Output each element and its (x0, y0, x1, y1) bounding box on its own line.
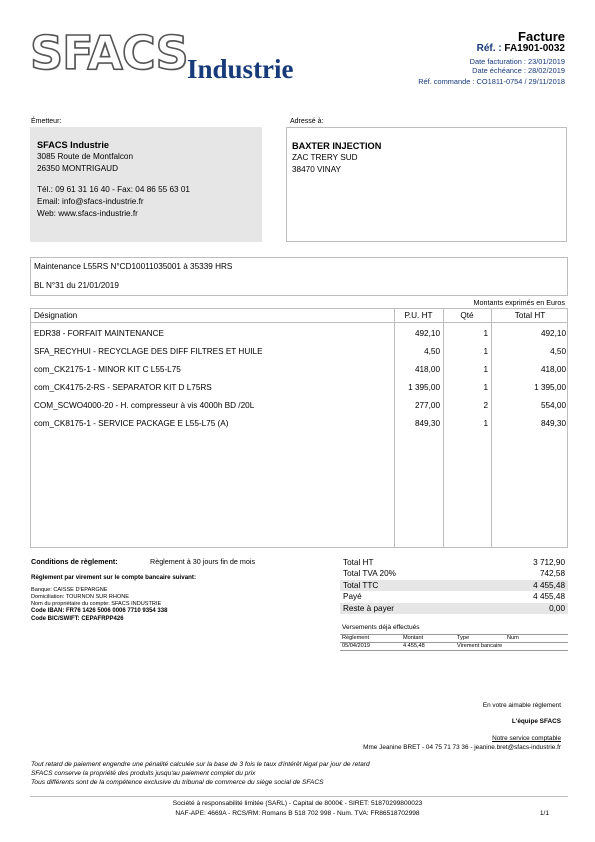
footer-rule (30, 796, 568, 797)
totals-label: Total HT (343, 558, 374, 567)
logo-sfacs: SFACS (30, 26, 188, 80)
bic: Code BIC/SWIFT: CEPAFRPP426 (31, 616, 124, 622)
row-total: 4,50 (550, 347, 566, 356)
footer-line2: NAF-APE: 4669A - RCS/RM: Romans B 518 702 998 - Num. TVA: FR86518702998 (175, 810, 420, 817)
versements-row-type: Virement bancaire (457, 643, 503, 649)
row-unit-price: 418,00 (414, 365, 440, 374)
emitter-email: Email: info@sfacs-industrie.fr (37, 197, 144, 206)
totals-value: 742,58 (539, 569, 565, 579)
footer-line1: Société à responsabilité limitée (SARL) - Capital de 8000€ - SIRET: 51870299800023 (172, 800, 423, 807)
date-facturation: Date facturation : 23/01/2019 (469, 57, 565, 66)
versements-header-num: Num (507, 635, 519, 641)
emitter-address1: 3085 Route de Montfalcon (37, 152, 134, 161)
emitter-name: SFACS Industrie (37, 140, 109, 150)
closing-contact: Mme Jeanine BRET - 04 75 71 73 36 - jeanine.bret@sfacs-industrie.fr (363, 744, 561, 751)
row-total: 492,10 (540, 329, 566, 338)
row-unit-price: 849,30 (414, 419, 440, 428)
legal-line2: SFACS conserve la propriété des produits jusqu'au paiement complet du prix (31, 770, 256, 777)
versements-header-type: Type (457, 635, 470, 641)
bank-domiciliation: Domiciliation: TOURNON SUR RHONE (31, 594, 130, 600)
document-title: Facture (518, 29, 565, 44)
ref-label: Réf. : (476, 43, 502, 54)
logo-industrie: Industrie (187, 54, 294, 84)
currency-note: Montants exprimés en Euros (473, 298, 565, 307)
items-table (30, 308, 568, 548)
row-unit-price: 4,50 (424, 347, 440, 356)
row-total: 554,00 (540, 401, 566, 410)
totals-value: 4 455,48 (533, 592, 565, 602)
closing-salutation: En votre aimable règlement (482, 702, 561, 709)
recipient-label: Adressé à: (290, 118, 324, 125)
row-quantity: 1 (483, 347, 488, 356)
totals-value: 3 712,90 (533, 558, 565, 567)
versements-header-reglement: Règlement (342, 635, 370, 641)
totals-row (340, 580, 568, 591)
invoice-reference (477, 44, 565, 54)
row-unit-price: 277,00 (414, 401, 440, 410)
header-pu: P.U. HT (404, 311, 433, 320)
row-quantity: 1 (483, 419, 488, 428)
emitter-address2: 26350 MONTRIGAUD (37, 164, 118, 173)
iban: Code IBAN: FR76 1426 5006 0006 7710 9354 338 (31, 608, 168, 614)
versements-title: Versements déjà effectués (342, 624, 420, 631)
date-echeance: Date échéance : 28/02/2019 (472, 66, 565, 75)
row-unit-price: 1 395,00 (408, 383, 440, 392)
header-total: Total HT (514, 311, 546, 320)
totals-label: Payé (343, 592, 362, 602)
row-designation: com_CK8175-1 - SERVICE PACKAGE E L55-L75 (A) (34, 419, 229, 428)
row-designation: com_CK2175-1 - MINOR KIT C L55-L75 (34, 365, 181, 374)
header-qty: Qté (460, 311, 474, 320)
row-total: 1 395,00 (534, 383, 566, 392)
row-quantity: 1 (483, 383, 488, 392)
totals-row (340, 557, 568, 568)
closing-service: Notre service comptable (492, 735, 561, 742)
ref-value: FA1901-0032 (504, 43, 565, 54)
page-number: 1/1 (539, 810, 549, 817)
bank-name: Banque: CAISSE D'EPARGNE (31, 587, 108, 593)
recipient-box (286, 127, 567, 242)
recipient-address2: 38470 VINAY (292, 165, 342, 174)
versements-row-montant: 4 455,48 (403, 643, 425, 649)
row-unit-price: 492,10 (414, 329, 440, 338)
emitter-phone: Tél.: 09 61 31 16 40 - Fax: 04 86 55 63 01 (37, 185, 190, 194)
emitter-box (30, 127, 262, 242)
totals-row (340, 591, 568, 602)
row-designation: COM_SCWO4000-20 - H. compresseur à vis 4000h BD /20L (34, 401, 255, 410)
totals-label: Total TTC (343, 580, 379, 590)
versements-row-date: 05/04/2019 (342, 643, 370, 649)
references-box (30, 257, 568, 296)
totals-label: Total TVA 20% (343, 569, 396, 579)
row-quantity: 1 (483, 365, 488, 374)
row-designation: EDR38 - FORFAIT MAINTENANCE (34, 329, 164, 338)
reference-line2: BL N°31 du 21/01/2019 (34, 281, 119, 290)
emitter-label: Émetteur: (31, 118, 62, 125)
legal-line1: Tout retard de paiement engendre une pénalité calculée sur la base de 3 fois le taux d'intérêt légal par jour de retard (31, 761, 370, 768)
totals-value: 4 455,48 (533, 580, 565, 590)
conditions-label: Conditions de règlement: (31, 557, 118, 566)
reference-line1: Maintenance L55RS N°CD10011035001 à 35339 HRS (34, 262, 233, 271)
closing-team: L'équipe SFACS (511, 718, 561, 725)
recipient-address1: ZAC TRERY SUD (292, 153, 358, 162)
ref-commande: Réf. commande : CO1811-0754 / 29/11/2018 (418, 77, 565, 86)
transfer-title: Règlement par virement sur le compte bancaire suivant: (31, 574, 197, 581)
header-designation: Désignation (34, 311, 78, 320)
recipient-name: BAXTER INJECTION (292, 141, 382, 151)
totals-label: Reste à payer (343, 603, 394, 613)
versements-header-montant: Montant (403, 635, 424, 641)
account-owner: Nom du propriétaire du compte: SFACS INDUSTRIE (31, 601, 162, 607)
conditions-value: Règlement à 30 jours fin de mois (150, 557, 256, 566)
row-total: 418,00 (540, 365, 566, 374)
legal-line3: Tous différents sont de la compétence exclusive du tribunal de commerce du siège social de SFACS (31, 779, 324, 786)
totals-row (340, 568, 568, 579)
totals-value: 0,00 (549, 603, 565, 613)
emitter-web: Web: www.sfacs-industrie.fr (37, 209, 138, 218)
row-quantity: 2 (483, 401, 488, 410)
row-total: 849,30 (540, 419, 566, 428)
row-designation: com_CK4175-2-RS - SEPARATOR KIT D L75RS (34, 383, 212, 392)
row-designation: SFA_RECYHUI - RECYCLAGE DES DIFF FILTRES ET HUILE (34, 347, 263, 356)
row-quantity: 1 (483, 329, 488, 338)
totals-row (340, 603, 568, 614)
